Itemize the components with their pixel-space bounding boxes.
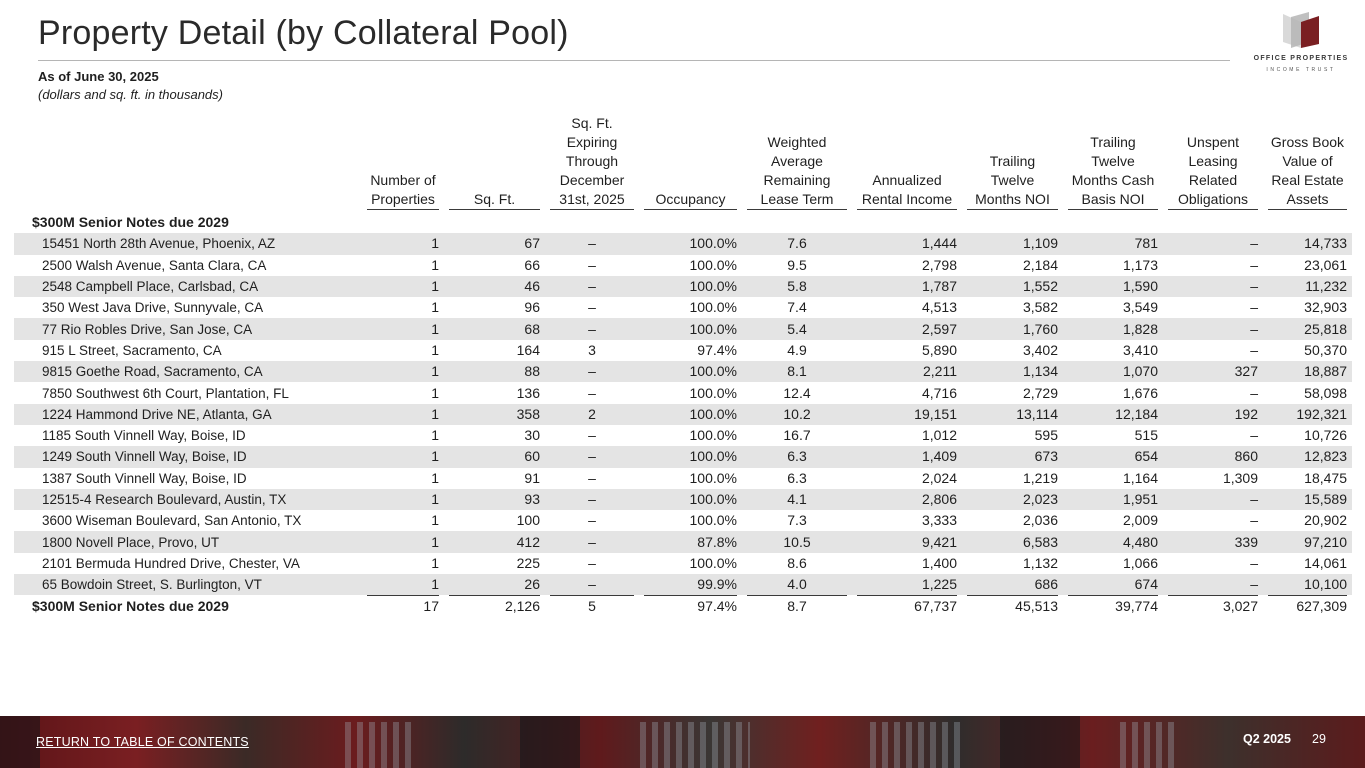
table-cell: 673 — [962, 446, 1063, 467]
table-cell: – — [545, 361, 639, 382]
table-cell: 192 — [1163, 404, 1263, 425]
table-cell: 412 — [444, 531, 545, 552]
table-cell: 10,100 — [1263, 574, 1352, 595]
table-cell: – — [1250, 512, 1258, 529]
table-cell: 91 — [524, 469, 540, 486]
table-cell: 2,009 — [1122, 512, 1158, 529]
table-cell: 14,733 — [1263, 233, 1352, 254]
table-cell: 100.0% — [639, 318, 742, 339]
property-name-cell: 7850 Southwest 6th Court, Plantation, FL — [42, 385, 289, 401]
property-name-cell: 1387 South Vinnell Way, Boise, ID — [42, 470, 247, 486]
property-name-cell: 1800 Novell Place, Provo, UT — [14, 531, 362, 552]
total-cell: 3,027 — [1168, 595, 1258, 617]
total-cell: 627,309 — [1268, 595, 1347, 617]
table-cell: 1 — [431, 256, 439, 273]
company-logo — [1244, 12, 1358, 78]
property-name-cell: 77 Rio Robles Drive, San Jose, CA — [14, 318, 362, 339]
table-cell: 1 — [362, 531, 444, 552]
table-cell: 11,232 — [1263, 276, 1352, 297]
table-cell: 3 — [588, 341, 596, 358]
table-cell: 30 — [524, 427, 540, 444]
table-cell: – — [545, 489, 639, 510]
table-cell: 1,676 — [1122, 384, 1158, 401]
table-cell: 4,716 — [921, 384, 957, 401]
column-header-text: Number of Properties — [367, 171, 439, 210]
property-name-cell: 1185 South Vinnell Way, Boise, ID — [42, 428, 246, 444]
table-row — [14, 446, 1352, 467]
table-cell: 97,210 — [1263, 531, 1352, 552]
table-cell: 1 — [431, 512, 439, 529]
total-cell: 67,737 — [857, 595, 957, 617]
column-header-text: Weighted Average Remaining Lease Term — [747, 133, 847, 210]
total-cell: 39,774 — [1068, 595, 1158, 617]
table-cell: 1,400 — [921, 554, 957, 571]
table-cell: – — [1250, 384, 1258, 401]
table-cell: – — [588, 384, 596, 401]
table-row — [14, 276, 1352, 297]
table-cell: 7.3 — [787, 512, 807, 529]
table-cell: – — [1250, 299, 1258, 316]
table-cell: 18,887 — [1263, 361, 1352, 382]
page-title: Property Detail (by Collateral Pool) — [38, 14, 569, 52]
report-period: Q2 2025 — [1243, 732, 1291, 746]
total-cell: 45,513 — [967, 595, 1058, 617]
table-cell: 97.4% — [697, 341, 737, 358]
table-cell: – — [1250, 427, 1258, 444]
column-header-text: Occupancy — [644, 190, 737, 210]
title-divider — [38, 60, 1230, 61]
table-cell: 87.8% — [639, 531, 742, 552]
property-name-cell: 915 L Street, Sacramento, CA — [42, 342, 222, 358]
table-cell: 1,951 — [1063, 489, 1163, 510]
table-cell: 100 — [516, 512, 540, 529]
logo-mark-icon — [1283, 12, 1319, 48]
table-cell: – — [588, 512, 596, 529]
table-cell: 1,309 — [1222, 469, 1258, 486]
table-cell: 15,589 — [1263, 489, 1352, 510]
table-cell: 1 — [362, 276, 444, 297]
table-cell: 136 — [516, 384, 540, 401]
table-cell: 2,798 — [921, 256, 957, 273]
table-cell: 12.4 — [783, 384, 811, 401]
table-cell: 100.0% — [639, 446, 742, 467]
total-cell: 97.4% — [644, 595, 737, 617]
table-cell: 50,370 — [1304, 341, 1347, 358]
property-name-cell: 1224 Hammond Drive NE, Atlanta, GA — [14, 404, 362, 425]
table-row — [14, 297, 1352, 318]
table-row — [14, 255, 1352, 276]
property-name-cell: 2548 Campbell Place, Carlsbad, CA — [14, 276, 362, 297]
table-cell: 1 — [431, 299, 439, 316]
table-cell: 1 — [431, 469, 439, 486]
header-row — [14, 114, 1352, 212]
table-row — [14, 553, 1352, 574]
table-cell: 100.0% — [639, 276, 742, 297]
property-name-cell: 3600 Wiseman Boulevard, San Antonio, TX — [42, 513, 302, 529]
table-cell: – — [545, 276, 639, 297]
table-cell: 6.3 — [742, 446, 852, 467]
table-cell: 100.0% — [639, 233, 742, 254]
total-cell: 2,126 — [449, 595, 540, 617]
table-row — [14, 318, 1352, 339]
table-cell: – — [588, 299, 596, 316]
table-cell: 327 — [1163, 361, 1263, 382]
table-cell: 23,061 — [1304, 256, 1347, 273]
table-cell: 1,164 — [1122, 469, 1158, 486]
table-cell: 2 — [545, 404, 639, 425]
table-cell: 4,480 — [1063, 531, 1163, 552]
table-cell: 3,333 — [921, 512, 957, 529]
table-cell: 2,024 — [921, 469, 957, 486]
table-cell: 2,729 — [1022, 384, 1058, 401]
header-cell-label — [14, 114, 362, 212]
table-cell: 6,583 — [962, 531, 1063, 552]
table-cell: – — [545, 233, 639, 254]
table-cell: 12,184 — [1063, 404, 1163, 425]
column-header — [962, 114, 1063, 212]
table-cell: 192,321 — [1263, 404, 1352, 425]
column-header-text: Trailing Twelve Months NOI — [967, 152, 1058, 210]
table-cell: 1 — [362, 233, 444, 254]
table-cell: 164 — [516, 341, 540, 358]
column-header — [444, 114, 545, 212]
table-cell: 3,549 — [1122, 299, 1158, 316]
table-cell: 2,184 — [1022, 256, 1058, 273]
table-cell: 1,012 — [921, 427, 957, 444]
column-header — [1163, 114, 1263, 212]
table-body — [14, 212, 1352, 617]
table-cell: 3,410 — [1122, 341, 1158, 358]
total-cell: 5 — [550, 595, 634, 617]
table-cell: 1 — [431, 554, 439, 571]
table-cell: 5.4 — [742, 318, 852, 339]
table-cell: 1,109 — [962, 233, 1063, 254]
table-row — [14, 404, 1352, 425]
table-cell: 100.0% — [689, 384, 737, 401]
table-cell: 100.0% — [639, 361, 742, 382]
table-cell: 339 — [1163, 531, 1263, 552]
column-header-text: Annualized Rental Income — [857, 171, 957, 210]
footer-photo-windows — [640, 722, 750, 768]
table-cell: 100.0% — [689, 256, 737, 273]
table-row — [14, 382, 1352, 403]
table-cell: 32,903 — [1304, 299, 1347, 316]
table-cell: – — [545, 318, 639, 339]
table-cell: 4.1 — [742, 489, 852, 510]
property-name-cell: 12515-4 Research Boulevard, Austin, TX — [14, 489, 362, 510]
table-cell: 1,173 — [1122, 256, 1158, 273]
table-cell: 860 — [1163, 446, 1263, 467]
footer-banner — [0, 716, 1365, 768]
total-cell: 8.7 — [747, 595, 847, 617]
table-cell: – — [545, 574, 639, 595]
table-cell: 88 — [444, 361, 545, 382]
table-cell: 9.5 — [787, 256, 807, 273]
table-row — [14, 361, 1352, 382]
table-cell: 19,151 — [852, 404, 962, 425]
table-cell: 1,132 — [1022, 554, 1058, 571]
table-row — [14, 340, 1352, 361]
table-cell: 10,726 — [1304, 427, 1347, 444]
table-cell: 99.9% — [639, 574, 742, 595]
section-header-row — [14, 212, 1352, 233]
table-cell: – — [1163, 318, 1263, 339]
table-cell: – — [545, 531, 639, 552]
table-cell: 1 — [362, 318, 444, 339]
table-cell: 654 — [1063, 446, 1163, 467]
table-cell: 1 — [362, 361, 444, 382]
table-row — [14, 468, 1352, 489]
table-cell: 686 — [962, 574, 1063, 595]
return-to-toc-link[interactable]: RETURN TO TABLE OF CONTENTS — [36, 735, 249, 749]
table-row — [14, 574, 1352, 595]
table-cell: 26 — [444, 574, 545, 595]
table-cell: 5.8 — [742, 276, 852, 297]
table-cell: 1 — [362, 574, 444, 595]
table-cell: 46 — [444, 276, 545, 297]
table-cell: 100.0% — [689, 554, 737, 571]
units-note: (dollars and sq. ft. in thousands) — [38, 87, 223, 102]
table-cell: – — [1250, 256, 1258, 273]
table-cell: 1,590 — [1063, 276, 1163, 297]
table-header — [14, 114, 1352, 212]
total-cell: 17 — [367, 595, 439, 617]
footer-photo-shade — [0, 716, 40, 768]
table-cell: 4,513 — [921, 299, 957, 316]
table-cell: 1,828 — [1063, 318, 1163, 339]
footer-photo-windows — [345, 722, 415, 768]
table-cell: – — [1163, 276, 1263, 297]
table-cell: 16.7 — [783, 427, 811, 444]
table-cell: 10.5 — [742, 531, 852, 552]
footer-photo-shade — [520, 716, 580, 768]
column-header — [1063, 114, 1163, 212]
table-cell: 67 — [444, 233, 545, 254]
table-cell: 58,098 — [1304, 384, 1347, 401]
table-row — [14, 531, 1352, 552]
footer-photo-windows — [870, 722, 960, 768]
property-name-cell: 2500 Walsh Avenue, Santa Clara, CA — [42, 257, 267, 273]
table-cell: 225 — [516, 554, 540, 571]
table-cell: 10.2 — [742, 404, 852, 425]
column-header-text: Unspent Leasing Related Obligations — [1168, 133, 1258, 210]
table-cell: 2,211 — [852, 361, 962, 382]
table-cell: 100.0% — [689, 469, 737, 486]
table-cell: 7.4 — [787, 299, 807, 316]
table-cell: 13,114 — [962, 404, 1063, 425]
table-cell: 1,134 — [962, 361, 1063, 382]
property-name-cell: 1249 South Vinnell Way, Boise, ID — [14, 446, 362, 467]
table-cell: 66 — [524, 256, 540, 273]
property-name-cell: 65 Bowdoin Street, S. Burlington, VT — [14, 574, 362, 595]
property-name-cell: 2101 Bermuda Hundred Drive, Chester, VA — [42, 555, 300, 571]
table-cell: 68 — [444, 318, 545, 339]
table-cell: 1 — [431, 341, 439, 358]
footer-photo-windows — [1120, 722, 1180, 768]
table-cell: 1,409 — [852, 446, 962, 467]
table-cell: 12,823 — [1263, 446, 1352, 467]
column-header — [852, 114, 962, 212]
table-cell: 100.0% — [639, 404, 742, 425]
table-cell: 1,070 — [1063, 361, 1163, 382]
table-cell: 515 — [1134, 427, 1158, 444]
table-cell: 2,036 — [1022, 512, 1058, 529]
logo-tagline: INCOME TRUST — [1266, 67, 1336, 73]
table-cell: 96 — [524, 299, 540, 316]
property-name-cell: 15451 North 28th Avenue, Phoenix, AZ — [14, 233, 362, 254]
table-cell: – — [588, 554, 596, 571]
table-cell: 1 — [431, 384, 439, 401]
as-of-date: As of June 30, 2025 — [38, 69, 159, 84]
table-cell: 595 — [1034, 427, 1058, 444]
table-row — [14, 510, 1352, 531]
table-cell: – — [1163, 489, 1263, 510]
table-cell: 9,421 — [852, 531, 962, 552]
table-cell: 100.0% — [689, 512, 737, 529]
column-header — [1263, 114, 1352, 212]
table-cell: – — [1250, 341, 1258, 358]
table-cell: 6.3 — [787, 469, 807, 486]
total-label: $300M Senior Notes due 2029 — [32, 597, 229, 614]
table-cell: 1,444 — [852, 233, 962, 254]
table-cell: – — [1250, 554, 1258, 571]
table-cell: – — [588, 427, 596, 444]
table-cell: 1,787 — [852, 276, 962, 297]
table-cell: 1,760 — [962, 318, 1063, 339]
property-detail-table — [14, 114, 1352, 617]
table-cell: 1 — [362, 489, 444, 510]
table-cell: 8.1 — [742, 361, 852, 382]
table-cell: 60 — [444, 446, 545, 467]
table-row — [14, 489, 1352, 510]
table-cell: 4.0 — [742, 574, 852, 595]
table-cell: 1,552 — [962, 276, 1063, 297]
table-cell: 93 — [444, 489, 545, 510]
table-cell: 358 — [444, 404, 545, 425]
column-header — [545, 114, 639, 212]
table-cell: 18,475 — [1304, 469, 1347, 486]
table-cell: 7.6 — [742, 233, 852, 254]
column-header-text: Trailing Twelve Months Cash Basis NOI — [1068, 133, 1158, 210]
table-cell: 1,225 — [852, 574, 962, 595]
table-cell: – — [588, 256, 596, 273]
table-cell: 5,890 — [921, 341, 957, 358]
table-row — [14, 425, 1352, 446]
column-header-text: Sq. Ft. Expiring Through December 31st, 2025 — [550, 114, 634, 210]
property-name-cell: 9815 Goethe Road, Sacramento, CA — [14, 361, 362, 382]
total-row — [14, 595, 1352, 617]
table-cell: 20,902 — [1304, 512, 1347, 529]
column-header — [362, 114, 444, 212]
table-cell: 100.0% — [639, 489, 742, 510]
table-cell: – — [1163, 574, 1263, 595]
table-cell: 1,066 — [1122, 554, 1158, 571]
logo-wordmark: OFFICE PROPERTIES — [1253, 55, 1349, 62]
table-cell: – — [588, 469, 596, 486]
table-cell: 3,582 — [1022, 299, 1058, 316]
table-cell: 2,597 — [852, 318, 962, 339]
table-cell: 8.6 — [787, 554, 807, 571]
table-cell: 100.0% — [689, 427, 737, 444]
table-cell: 14,061 — [1304, 554, 1347, 571]
table-cell: – — [545, 446, 639, 467]
column-header-text: Gross Book Value of Real Estate Assets — [1268, 133, 1347, 210]
table-cell: 25,818 — [1263, 318, 1352, 339]
table-cell: 1 — [362, 446, 444, 467]
table-row — [14, 233, 1352, 254]
table-cell: 1 — [431, 427, 439, 444]
table-cell: – — [1163, 233, 1263, 254]
table-cell: 3,402 — [1022, 341, 1058, 358]
table-cell: 2,806 — [852, 489, 962, 510]
table-cell: 1,219 — [1022, 469, 1058, 486]
table-cell: 781 — [1063, 233, 1163, 254]
table-cell: 1 — [362, 404, 444, 425]
table-cell: 100.0% — [689, 299, 737, 316]
table-cell: 4.9 — [787, 341, 807, 358]
page-number: 29 — [1312, 732, 1326, 746]
column-header — [742, 114, 852, 212]
column-header-text: Sq. Ft. — [449, 190, 540, 210]
footer-photo-shade — [1000, 716, 1080, 768]
table-cell: 674 — [1063, 574, 1163, 595]
property-name-cell: 350 West Java Drive, Sunnyvale, CA — [42, 300, 264, 316]
table-cell: 2,023 — [962, 489, 1063, 510]
section-label: $300M Senior Notes due 2029 — [32, 214, 229, 231]
column-header — [639, 114, 742, 212]
